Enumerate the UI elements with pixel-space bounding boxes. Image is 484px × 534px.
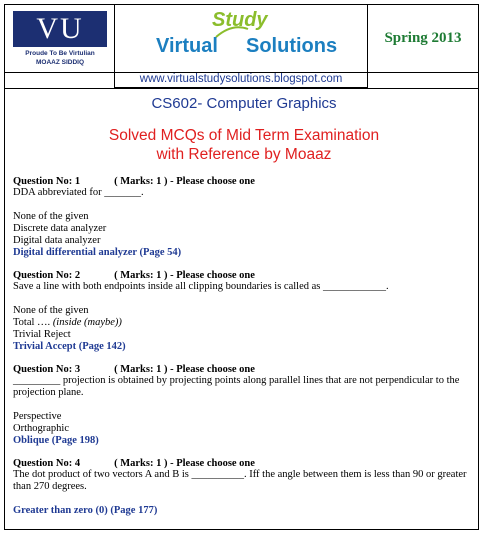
page-frame (4, 4, 479, 530)
header-table (5, 5, 478, 73)
course-title: CS602- Computer Graphics (151, 95, 337, 112)
option: Discrete data analyzer (13, 223, 107, 234)
correct-answer: Digital differential analyzer (Page 54) (13, 247, 182, 258)
option: Orthographic (13, 423, 69, 434)
question-block (13, 458, 475, 516)
question-block (13, 176, 475, 258)
question-block (13, 270, 475, 352)
correct-answer: Trivial Accept (Page 142) (13, 341, 126, 352)
season-cell (368, 5, 478, 72)
site-url[interactable]: www.virtualstudysolutions.blogspot.com (114, 72, 368, 88)
document-title: Solved MCQs of Mid Term Examination with Reference by Moaaz (108, 127, 380, 163)
question-text: DDA abbreviated for _______. (13, 187, 144, 198)
question-header: Question No: 4 ( Marks: 1 ) - Please choose one (13, 458, 255, 469)
question-text: _________ projection is obtained by projecting points along parallel lines that are not perpendicular to the projection plane. (13, 375, 460, 398)
question-header: Question No: 2 ( Marks: 1 ) - Please choose one (13, 270, 255, 281)
season-label: Spring 2013 (384, 30, 462, 46)
option: None of the given (13, 211, 89, 222)
question-header: Question No: 1 ( Marks: 1 ) - Please choose one (13, 176, 255, 187)
option: Total …. (inside (maybe)) (13, 317, 122, 328)
logo-author: MOAAZ SIDDIQ (35, 59, 85, 66)
option: None of the given (13, 305, 89, 316)
question-text: The dot product of two vectors A and B is __________. Iff the angle between them is less than 90 or greater than 270 degrees. (13, 469, 467, 492)
brand-logo-cell (114, 5, 368, 72)
correct-answer: Oblique (Page 198) (13, 435, 99, 446)
document-body (13, 93, 475, 516)
correct-answer: Greater than zero (0) (Page 177) (13, 505, 158, 516)
question-text: Save a line with both endpoints inside all clipping boundaries is called as ____________. (13, 281, 389, 292)
option: Digital data analyzer (13, 235, 101, 246)
vu-logo: VU (13, 11, 107, 47)
brand-solutions: Solutions (246, 35, 338, 57)
question-header: Question No: 3 ( Marks: 1 ) - Please choose one (13, 364, 255, 375)
logo-tagline: Proude To Be Virtulian (25, 50, 95, 57)
option: Trivial Reject (13, 329, 71, 340)
option: Perspective (13, 411, 62, 422)
question-block (13, 364, 475, 446)
brand-study: Study (212, 9, 268, 31)
header-divider (5, 88, 478, 89)
vu-logo-cell (5, 5, 115, 72)
brand-virtual: Virtual (156, 35, 218, 57)
